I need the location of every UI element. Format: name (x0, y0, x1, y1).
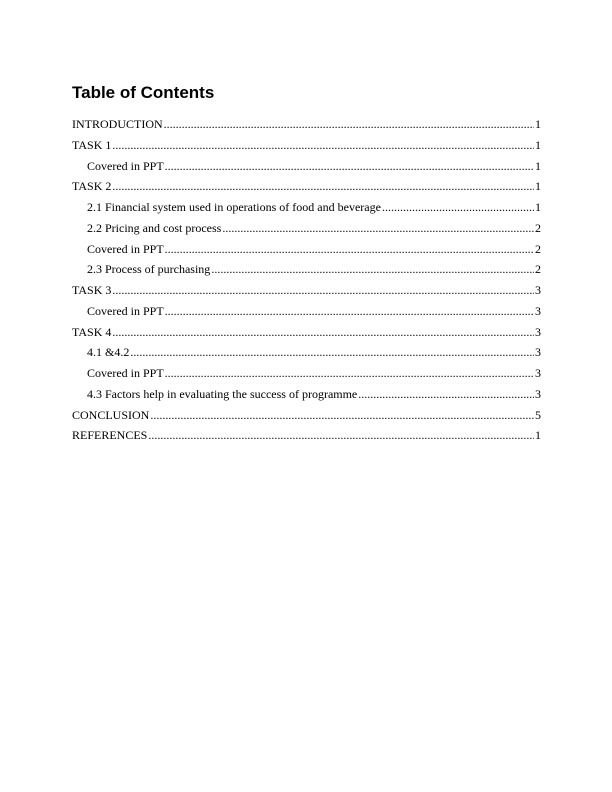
toc-dot-leader (222, 218, 534, 239)
toc-entry-text: 4.3 Factors help in evaluating the success of programme (87, 386, 358, 401)
toc-page-number: 1 (535, 137, 541, 152)
toc-title: Table of Contents (72, 83, 215, 102)
toc-page-number: 2 (535, 241, 541, 256)
toc-entry-text: Covered in PPT (87, 303, 164, 318)
toc-entry-task-1[interactable] (72, 135, 541, 156)
toc-dot-leader (165, 363, 534, 384)
toc-entry-text: REFERENCES (72, 428, 148, 443)
toc-page-number: 3 (535, 303, 541, 318)
toc-page-number: 3 (535, 366, 541, 380)
toc-entry-task-4-covered-in-ppt[interactable] (72, 363, 541, 384)
toc-entry-text: Covered in PPT (87, 366, 164, 380)
toc-page-number: 3 (535, 283, 541, 297)
toc-entry-task-3[interactable] (72, 280, 541, 301)
toc-entry-text: TASK 4 (72, 324, 112, 339)
toc-entry-text: Covered in PPT (87, 158, 164, 173)
toc-entry-text: 2.2 Pricing and cost process (87, 220, 222, 235)
toc-entry-conclusion[interactable] (72, 405, 541, 426)
toc-entry-task-1-covered-in-ppt[interactable] (72, 156, 541, 177)
toc-dot-leader (112, 280, 534, 301)
toc-page-number: 3 (535, 324, 541, 339)
toc-page-number: 1 (535, 200, 541, 214)
toc-dot-leader (382, 197, 534, 218)
toc-dot-leader (148, 425, 534, 446)
toc-entry-task-3-covered-in-ppt[interactable] (72, 301, 541, 322)
toc-dot-leader (358, 384, 534, 405)
toc-entry-text: 2.1 Financial system used in operations of food and beverage (87, 200, 381, 214)
toc-dot-leader (211, 259, 534, 280)
toc-entry-text: INTRODUCTION (72, 117, 163, 131)
toc-entry-text: 2.3 Process of purchasing (87, 262, 211, 277)
document-page (72, 0, 541, 792)
toc-page-number: 3 (535, 386, 541, 401)
toc-list (72, 114, 541, 446)
toc-entry-2-1-financial-system[interactable] (72, 197, 541, 218)
toc-page-number: 1 (535, 179, 541, 194)
toc-page-number: 2 (535, 220, 541, 235)
toc-entry-introduction[interactable] (72, 114, 541, 135)
toc-dot-leader (165, 239, 534, 260)
toc-page-number: 1 (535, 158, 541, 173)
toc-entry-2-3-process-of-purchasing[interactable] (72, 259, 541, 280)
toc-page-number: 1 (535, 117, 541, 131)
toc-dot-leader (165, 301, 534, 322)
toc-entry-text: TASK 2 (72, 179, 112, 194)
toc-dot-leader (164, 114, 534, 135)
toc-dot-leader (130, 342, 534, 363)
toc-dot-leader (112, 322, 534, 343)
toc-entry-task-2-covered-in-ppt[interactable] (72, 239, 541, 260)
toc-entry-text: Covered in PPT (87, 241, 164, 256)
toc-dot-leader (150, 405, 534, 426)
toc-entry-text: 4.1 &4.2 (87, 345, 130, 360)
toc-entry-text: CONCLUSION (72, 407, 150, 422)
toc-entry-2-2-pricing-and-cost[interactable] (72, 218, 541, 239)
toc-entry-text: TASK 1 (72, 137, 112, 152)
toc-dot-leader (165, 156, 534, 177)
toc-page-number: 5 (535, 407, 541, 422)
toc-entry-task-2[interactable] (72, 176, 541, 197)
toc-entry-references[interactable] (72, 425, 541, 446)
toc-page-number: 2 (535, 262, 541, 277)
toc-page-number: 3 (535, 345, 541, 360)
toc-entry-4-3-factors[interactable] (72, 384, 541, 405)
toc-entry-text: TASK 3 (72, 283, 112, 297)
toc-dot-leader (112, 135, 534, 156)
toc-dot-leader (112, 176, 534, 197)
toc-entry-task-4[interactable] (72, 322, 541, 343)
toc-page-number: 1 (535, 428, 541, 443)
toc-entry-4-1-and-4-2[interactable] (72, 342, 541, 363)
